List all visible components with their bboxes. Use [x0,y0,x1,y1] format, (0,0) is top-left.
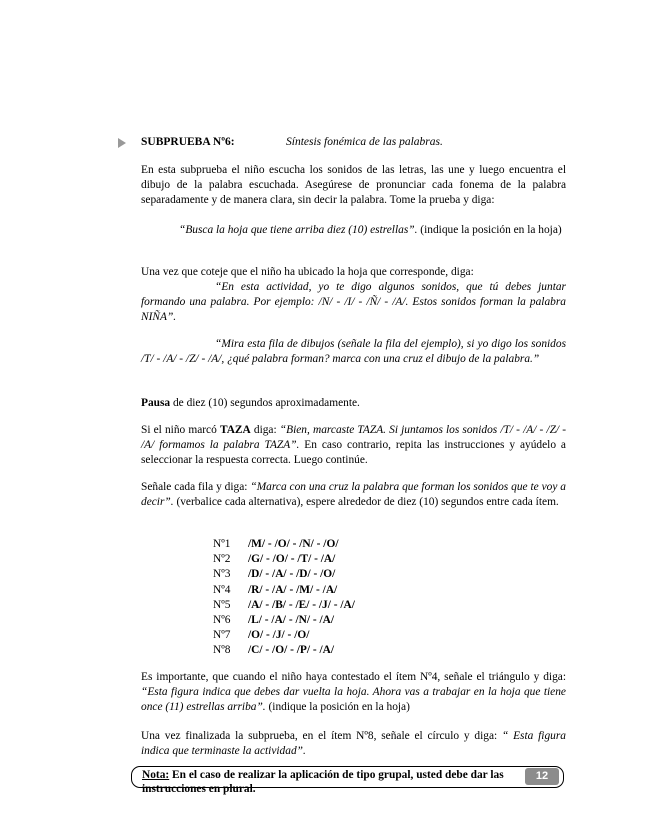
row-paragraph [141,480,566,510]
item-sounds: /M/ - /O/ - /N/ - /O/ [248,538,339,550]
item-number: Nº2 [213,553,231,566]
item-sounds: /R/ - /A/ - /M/ - /A/ [248,583,338,596]
row-intro: Señale cada fila y diga: [141,481,251,493]
taza-quote: “Bien, marcaste TAZA. Si juntamos los sonidos /T/ - /A/ - /Z/ - /A/ formamos la palabra TAZA”. [141,424,566,452]
item-sounds: /L/ - /A/ - /N/ - /A/ [248,613,335,626]
instruction-quote: “Busca la hoja que tiene arriba diez (10) estrellas”. [179,224,418,236]
important-intro: Es importante, que cuando el niño haya contestado el ítem Nº4, señale el triángulo y diga: [141,671,566,683]
instruction-note: (indique la posición en la hoja) [417,224,562,236]
items-list [213,537,355,659]
item-number: Nº6 [213,613,231,626]
item-row [213,552,355,567]
item-row [213,613,355,628]
final-quote: “ Esta figura indica que terminaste la actividad”. [141,730,566,758]
important-rest: (indique la posición en la hoja) [265,701,410,714]
item-number: Nº1 [213,538,231,550]
activity-quote: “En esta actividad, yo te digo algunos sonidos, que tú debes juntar formando una palabra. Por ejemplo: /N/ - /I/ - /Ñ/ - /A/. Estos sonidos forman la palabra NIÑA”. [141,281,566,324]
item-row [213,537,355,552]
item-row [213,598,355,613]
taza-intro: Si el niño marcó [141,424,220,436]
important-quote: “Esta figura indica que debes dar vuelta la hoja. Ahora vas a trabajar en la hoja que tiene once (11) estrellas arriba”. [141,686,566,714]
important-paragraph [141,670,566,716]
item-sounds: /O/ - /J/ - /O/ [248,629,310,642]
item-number: Nº8 [213,644,231,657]
activity-quote-paragraph [141,280,566,326]
item-number: Nº5 [213,598,231,611]
example-quote-paragraph [141,337,566,367]
footer-note-text: En el caso de realizar la aplicación de tipo grupal, usted debe dar las instrucciones en plural. [142,769,504,795]
pause-text: de diez (10) segundos aproximadamente. [170,397,360,409]
item-sounds: /C/ - /O/ - /P/ - /A/ [248,644,335,657]
item-sounds: /D/ - /A/ - /D/ - /O/ [248,568,336,581]
item-row [213,567,355,582]
item-number: Nº7 [213,629,231,642]
item-sounds: /G/ - /O/ - /T/ - /A/ [248,553,336,566]
taza-say: diga: [250,424,280,436]
example-quote: “Mira esta fila de dibujos (señale la fila del ejemplo), si yo digo los sonidos /T/ - /A/ - /Z/ - /A/, ¿qué palabra forman? marca con una cruz el dibujo de la palabra.” [141,338,566,366]
taza-paragraph [141,423,566,469]
final-paragraph [141,729,566,759]
check-sheet-paragraph: Una vez que coteje que el niño ha ubicado la hoja que corresponde, diga: [141,266,474,278]
taza-word: TAZA [219,424,251,436]
footer-note [142,769,562,796]
subtest-heading [118,136,578,152]
item-number: Nº4 [213,583,231,596]
subtest-title: Síntesis fonémica de las palabras. [286,136,443,148]
final-intro: Una vez finalizada la subprueba, en el ítem Nº8, señale el círculo y diga: [141,730,502,742]
subtest-label: SUBPRUEBA Nº6: [141,136,235,148]
row-quote: “Marca con una cruz la palabra que forman los sonidos que te voy a decir”. [141,481,566,509]
item-row [213,583,355,598]
row-rest: (verbalice cada alternativa), espere alrededor de diez (10) segundos entre cada ítem. [173,496,559,509]
item-sounds: /A/ - /B/ - /E/ - /J/ - /A/ [248,598,355,611]
page-number: 12 [525,768,559,785]
taza-rest: En caso contrario, repita las instrucciones y ayúdelo a seleccionar la respuesta correcta. Luego continúe. [141,439,566,467]
instruction-paragraph [141,223,566,238]
item-row [213,643,355,658]
item-row [213,628,355,643]
pause-label: Pausa [141,397,171,409]
footer-note-label: Nota: [142,769,170,781]
pause-paragraph [141,396,566,411]
intro-paragraph: En esta subprueba el niño escucha los sonidos de las letras, las une y luego encuentra el dibujo de la palabra escuchada. Asegúrese de pronunciar cada fonema de la palabra separadamente y de manera clara, sin decir la palabra. Tome la prueba y diga: [141,164,566,207]
item-number: Nº3 [213,568,231,581]
arrow-bullet-icon [118,138,126,148]
